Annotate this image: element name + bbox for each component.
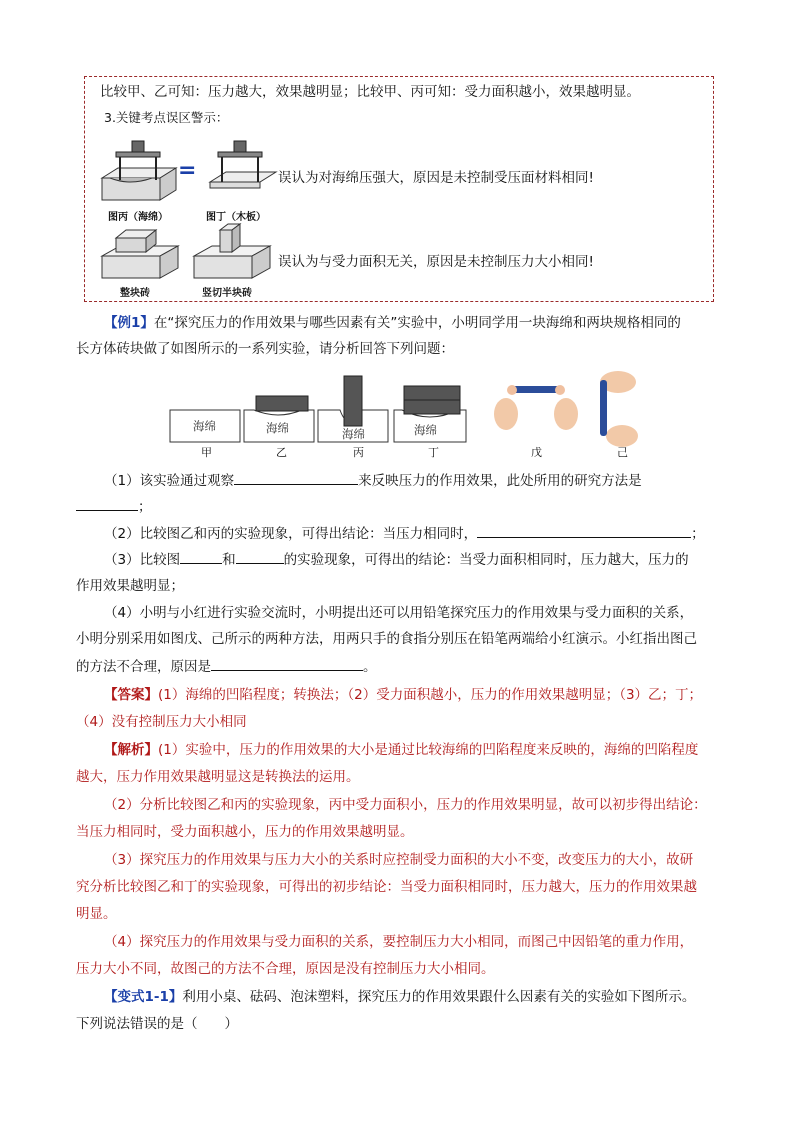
sponge-label-yi: 海绵 xyxy=(266,421,289,435)
caption-fig-bing: 图丙（海绵） xyxy=(108,212,168,223)
sponge-label-ding: 海绵 xyxy=(414,423,437,437)
warning-row2-text: 误认为与受力面积无关，原因是未控制压力大小相同! xyxy=(278,254,594,270)
example-intro-line2: 长方体砖块做了如图所示的一系列实验，请分析回答下列问题： xyxy=(76,341,454,357)
analysis-p4-line1: （4）探究压力的作用效果与受力面积的关系，要控制压力大小相同，而图己中因铅笔的重力作用， xyxy=(104,934,694,950)
question-3-cont: 作用效果越明显； xyxy=(76,578,184,594)
answer-line2: （4）没有控制压力大小相同 xyxy=(76,714,247,730)
caption-whole-brick: 整块砖 xyxy=(120,288,150,299)
answer-blank-6[interactable] xyxy=(211,656,363,671)
analysis-p2-line2: 当压力相同时，受力面积越小，压力的作用效果越明显。 xyxy=(76,824,414,840)
fig-label-wu: 戊 xyxy=(531,446,542,459)
warning-row1-text: 误认为对海绵压强大，原因是未控制受压面材料相同! xyxy=(278,170,594,186)
question-4-line2: 小明分别采用如图戊、己所示的两种方法，用两只手的食指分别压在铅笔两端给小红演示。小红指出图己 xyxy=(76,631,697,647)
sponge-label-jia: 海绵 xyxy=(193,419,216,433)
question-3: （3）比较图 和 的实验现象，可得出的结论：当受力面积相同时，压力越大，压力的 xyxy=(104,549,689,570)
analysis-tag: 【解析】 xyxy=(104,742,158,758)
example-tag: 【例1】 xyxy=(104,315,154,331)
question-1-cont: ； xyxy=(76,496,152,517)
analysis-p3-line3: 明显。 xyxy=(76,906,117,922)
analysis-p2-line1: （2）分析比较图乙和丙的实验现象，丙中受力面积小，压力的作用效果明显，故可以初步得出结论： xyxy=(104,797,707,813)
box-heading: 3.关键考点误区警示： xyxy=(104,110,229,125)
question-1: （1）该实验通过观察 来反映压力的作用效果，此处所用的研究方法是 xyxy=(104,470,642,491)
answer-blank-2[interactable] xyxy=(76,496,138,511)
answer-blank-1[interactable] xyxy=(234,470,358,485)
caption-half-brick: 竖切半块砖 xyxy=(202,288,252,299)
answer-tag: 【答案】 xyxy=(104,687,158,703)
analysis-p4-line2: 压力大小不同，故图己的方法不合理，原因是没有控制压力大小相同。 xyxy=(76,961,495,977)
caption-fig-ding: 图丁（木板） xyxy=(206,212,266,223)
question-4-line1: （4）小明与小红进行实验交流时，小明提出还可以用铅笔探究压力的作用效果与受力面积的关系， xyxy=(104,605,694,621)
example-intro-line1: 【例1】在“探究压力的作用效果与哪些因素有关”实验中，小明同学用一块海绵和两块规格相同的 xyxy=(104,315,681,331)
analysis-p1-line2: 越大，压力作用效果越明显这是转换法的运用。 xyxy=(76,769,360,785)
question-4-line3: 的方法不合理，原因是 。 xyxy=(76,656,377,677)
box-summary-line: 比较甲、乙可知：压力越大，效果越明显；比较甲、丙可知：受力面积越小，效果越明显。 xyxy=(100,84,640,100)
fig-label-bing: 丙 xyxy=(353,446,364,459)
answer-blank-5[interactable] xyxy=(236,549,284,564)
equals-sign: = xyxy=(178,158,197,183)
analysis-p1-line1: 【解析】(1）实验中，压力的作用效果的大小是通过比较海绵的凹陷程度来反映的，海绵的凹陷程度 xyxy=(104,742,699,758)
sponge-label-bing: 海绵 xyxy=(342,427,365,441)
fig-label-yi: 乙 xyxy=(276,446,287,459)
question-2: （2）比较图乙和丙的实验现象，可得出结论：当压力相同时， ； xyxy=(104,523,705,544)
analysis-p3-line2: 究分析比较图乙和丁的实验现象，可得出的初步结论：当受力面积相同时，压力越大，压力的作用效果越 xyxy=(76,879,697,895)
fig-label-ding: 丁 xyxy=(428,446,439,459)
fig-label-ji: 己 xyxy=(617,446,628,459)
answer-blank-3[interactable] xyxy=(477,523,691,538)
variant-line1: 【变式1-1】利用小桌、砝码、泡沫塑料，探究压力的作用效果跟什么因素有关的实验如下图所示。 xyxy=(104,989,696,1005)
brick-whole-vs-half-figure xyxy=(100,222,280,284)
answer-blank-4[interactable] xyxy=(180,549,222,564)
variant-line2: 下列说法错误的是（ ） xyxy=(76,1016,238,1032)
analysis-p3-line1: （3）探究压力的作用效果与压力大小的关系时应控制受力面积的大小不变，改变压力的大小，故研 xyxy=(104,852,694,868)
answer-line1: 【答案】(1）海绵的凹陷程度；转换法；（2）受力面积越小，压力的作用效果越明显；（3）乙；丁； xyxy=(104,687,703,703)
variant-tag: 【变式1-1】 xyxy=(104,989,183,1005)
experiment-figure xyxy=(168,366,658,462)
fig-label-jia: 甲 xyxy=(201,446,212,459)
